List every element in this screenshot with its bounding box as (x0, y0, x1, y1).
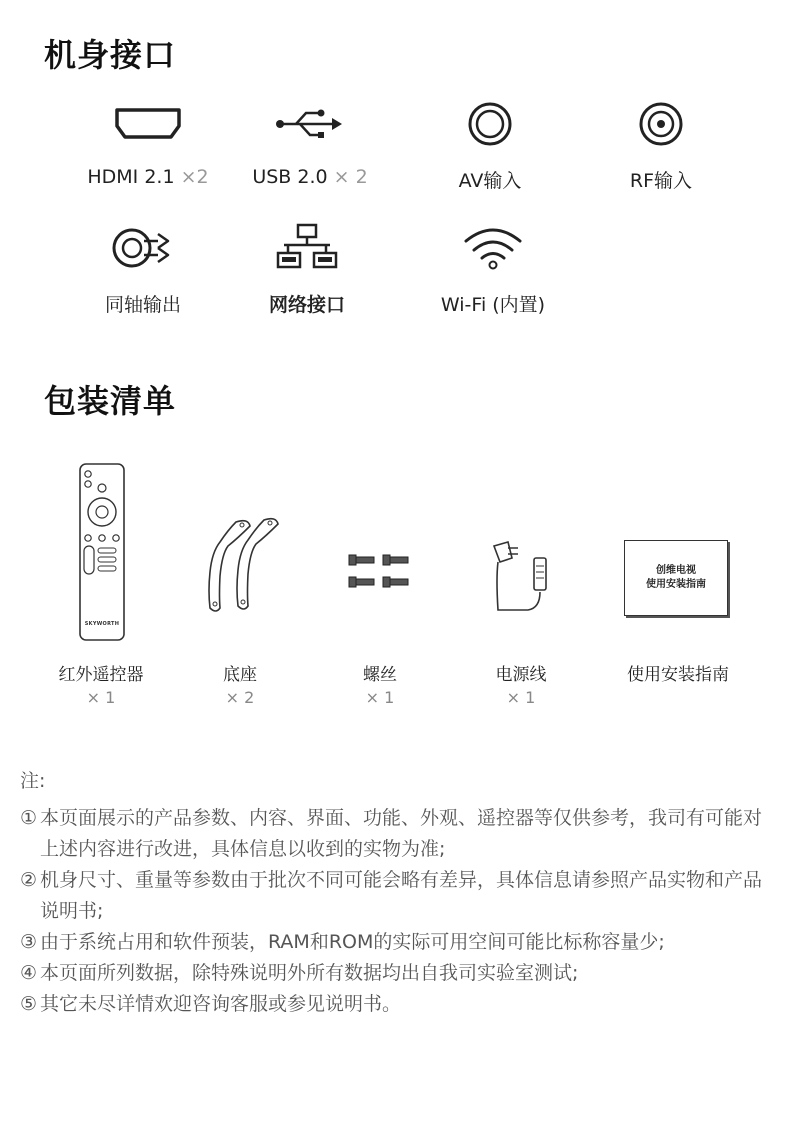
package-item-name: 使用安装指南 (627, 665, 729, 685)
port-usb-qty: × 2 (333, 166, 368, 188)
coaxial-output-icon (68, 220, 218, 276)
wifi-icon (418, 220, 568, 276)
screws-icon (347, 550, 413, 596)
note-item: ② 机身尺寸、重量等参数由于批次不同可能会略有差异，具体信息请参照产品实物和产品说明书; (20, 869, 763, 922)
package-item-count: × 1 (506, 688, 536, 707)
port-av (415, 96, 565, 193)
package-item-name: 红外遥控器 (58, 665, 144, 685)
port-rf (586, 96, 736, 193)
note-item: ④ 本页面所列数据，除特殊说明外所有数据均出自我司实验室测试; (20, 962, 579, 984)
port-hdmi (73, 96, 223, 188)
note-item: ③ 由于系统占用和软件预装，RAM和ROM的实际可用空间可能比标称容量少; (20, 931, 665, 953)
port-wifi (418, 220, 568, 317)
package-item-remote (26, 660, 176, 707)
package-item-name: 电源线 (495, 665, 547, 685)
package-item-name: 螺丝 (363, 665, 397, 685)
remote-brand-text: SKYWORTH (84, 621, 120, 627)
port-network (232, 220, 382, 317)
package-item-name: 底座 (223, 665, 257, 685)
notes-heading: 注: (20, 770, 46, 792)
note-item: ① 本页面展示的产品参数、内容、界面、功能、外观、遥控器等仅供参考，我司有可能对上述内容进行改进，具体信息以收到的实物为准; (20, 807, 763, 860)
note-item: ⑤ 其它未尽详情欢迎咨询客服或参见说明书。 (20, 993, 402, 1015)
package-item-power-cord (446, 660, 596, 707)
ports-section-title: 机身接口 (44, 36, 177, 74)
port-rf-label: RF输入 (629, 170, 693, 192)
manual-cover-line-1: 创维电视 (656, 565, 696, 576)
usb-icon (235, 96, 385, 152)
port-usb (235, 96, 385, 188)
port-network-label: 网络接口 (268, 294, 345, 316)
hdmi-port-icon (73, 96, 223, 152)
package-item-count: × 1 (365, 688, 395, 707)
port-coaxial (68, 220, 218, 317)
package-item-stand (165, 660, 315, 707)
package-item-count: × 1 (86, 688, 116, 707)
port-coaxial-label: 同轴输出 (104, 294, 181, 316)
manual-cover-line-2: 使用安装指南 (646, 579, 706, 590)
package-item-count: × 2 (225, 688, 255, 707)
port-usb-label: USB 2.0 (252, 166, 328, 188)
notes-section (20, 766, 770, 1020)
port-hdmi-qty: ×2 (180, 166, 209, 188)
package-item-screws (305, 660, 455, 707)
port-av-label: AV输入 (458, 170, 522, 192)
package-item-manual (603, 660, 753, 688)
stand-legs-icon (204, 516, 282, 620)
package-section-title: 包装清单 (44, 382, 177, 420)
port-hdmi-label: HDMI 2.1 (87, 166, 175, 188)
rf-input-icon (586, 96, 736, 152)
power-cord-icon (488, 538, 552, 622)
remote-control-icon (78, 462, 126, 646)
manual-icon (624, 540, 728, 616)
av-input-icon (415, 96, 565, 152)
network-port-icon (232, 220, 382, 276)
port-wifi-label: Wi-Fi (内置) (440, 294, 546, 316)
